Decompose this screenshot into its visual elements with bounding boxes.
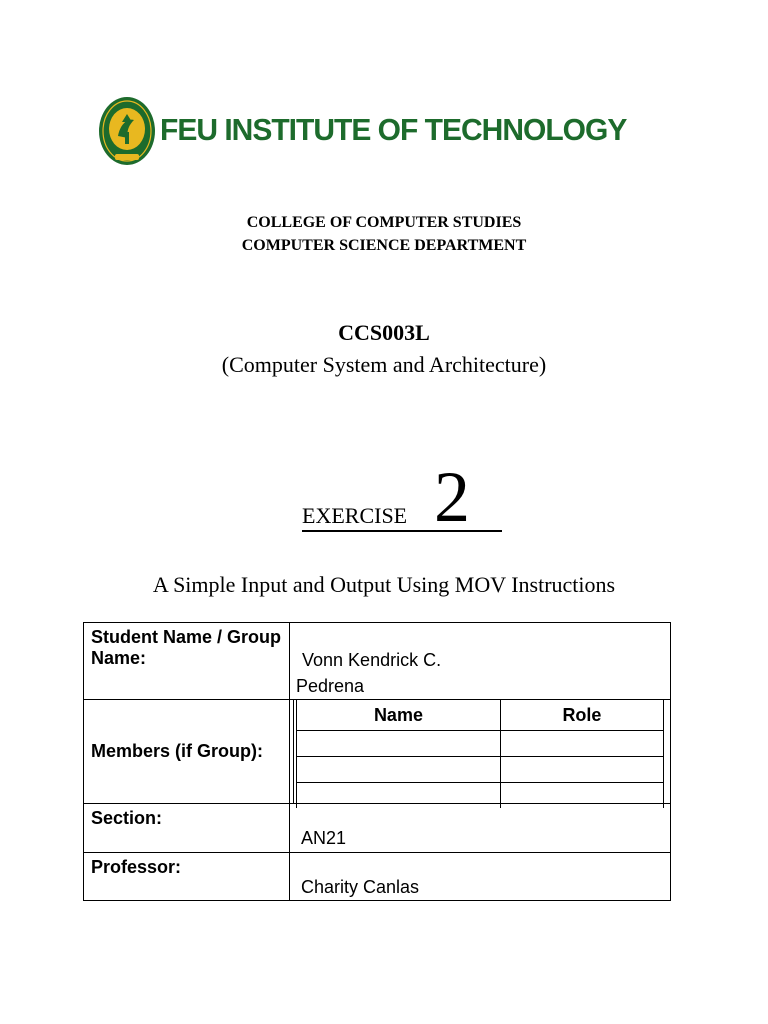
members-table bbox=[296, 700, 664, 808]
exercise-heading bbox=[302, 452, 502, 537]
student-value-cell[interactable] bbox=[290, 623, 671, 700]
professor-row bbox=[84, 853, 671, 901]
professor-value[interactable]: Charity Canlas bbox=[290, 853, 671, 901]
member-name-cell[interactable] bbox=[297, 783, 501, 809]
member-name-cell[interactable] bbox=[297, 731, 501, 757]
member-role-cell[interactable] bbox=[500, 731, 663, 757]
student-name-line2: Pedrena bbox=[296, 676, 365, 696]
college-name: COLLEGE OF COMPUTER STUDIES bbox=[246, 214, 522, 231]
table-row bbox=[297, 731, 664, 757]
college-heading bbox=[0, 211, 768, 257]
members-row bbox=[84, 700, 671, 804]
institution-logo bbox=[98, 95, 626, 167]
members-table-wrapper bbox=[290, 700, 670, 803]
members-value-cell bbox=[290, 700, 671, 804]
members-label: Members (if Group): bbox=[84, 700, 290, 804]
section-label: Section: bbox=[84, 804, 290, 853]
exercise-number: 2 bbox=[434, 457, 470, 537]
member-role-cell[interactable] bbox=[500, 757, 663, 783]
student-row bbox=[84, 623, 671, 700]
department-name: COMPUTER SCIENCE DEPARTMENT bbox=[241, 237, 527, 254]
student-name-line1: Vonn Kendrick C. bbox=[302, 650, 442, 670]
section-value[interactable]: AN21 bbox=[290, 804, 671, 853]
exercise-label: EXERCISE bbox=[302, 503, 408, 528]
members-header-row bbox=[297, 700, 664, 731]
member-role-cell[interactable] bbox=[500, 783, 663, 809]
student-info-table bbox=[83, 622, 671, 901]
student-label: Student Name / Group Name: bbox=[84, 623, 290, 700]
section-row bbox=[84, 804, 671, 853]
table-row bbox=[297, 783, 664, 809]
exercise-title: A Simple Input and Output Using MOV Instructions bbox=[152, 572, 616, 597]
course-code: CCS003L bbox=[338, 320, 430, 345]
feu-seal-icon bbox=[98, 96, 156, 166]
professor-label: Professor: bbox=[84, 853, 290, 901]
institution-name: FEU INSTITUTE OF TECHNOLOGY bbox=[160, 113, 627, 148]
members-header-role: Role bbox=[500, 700, 663, 731]
members-header-name: Name bbox=[297, 700, 501, 731]
member-name-cell[interactable] bbox=[297, 757, 501, 783]
course-name: (Computer System and Architecture) bbox=[221, 352, 547, 377]
table-row bbox=[297, 757, 664, 783]
